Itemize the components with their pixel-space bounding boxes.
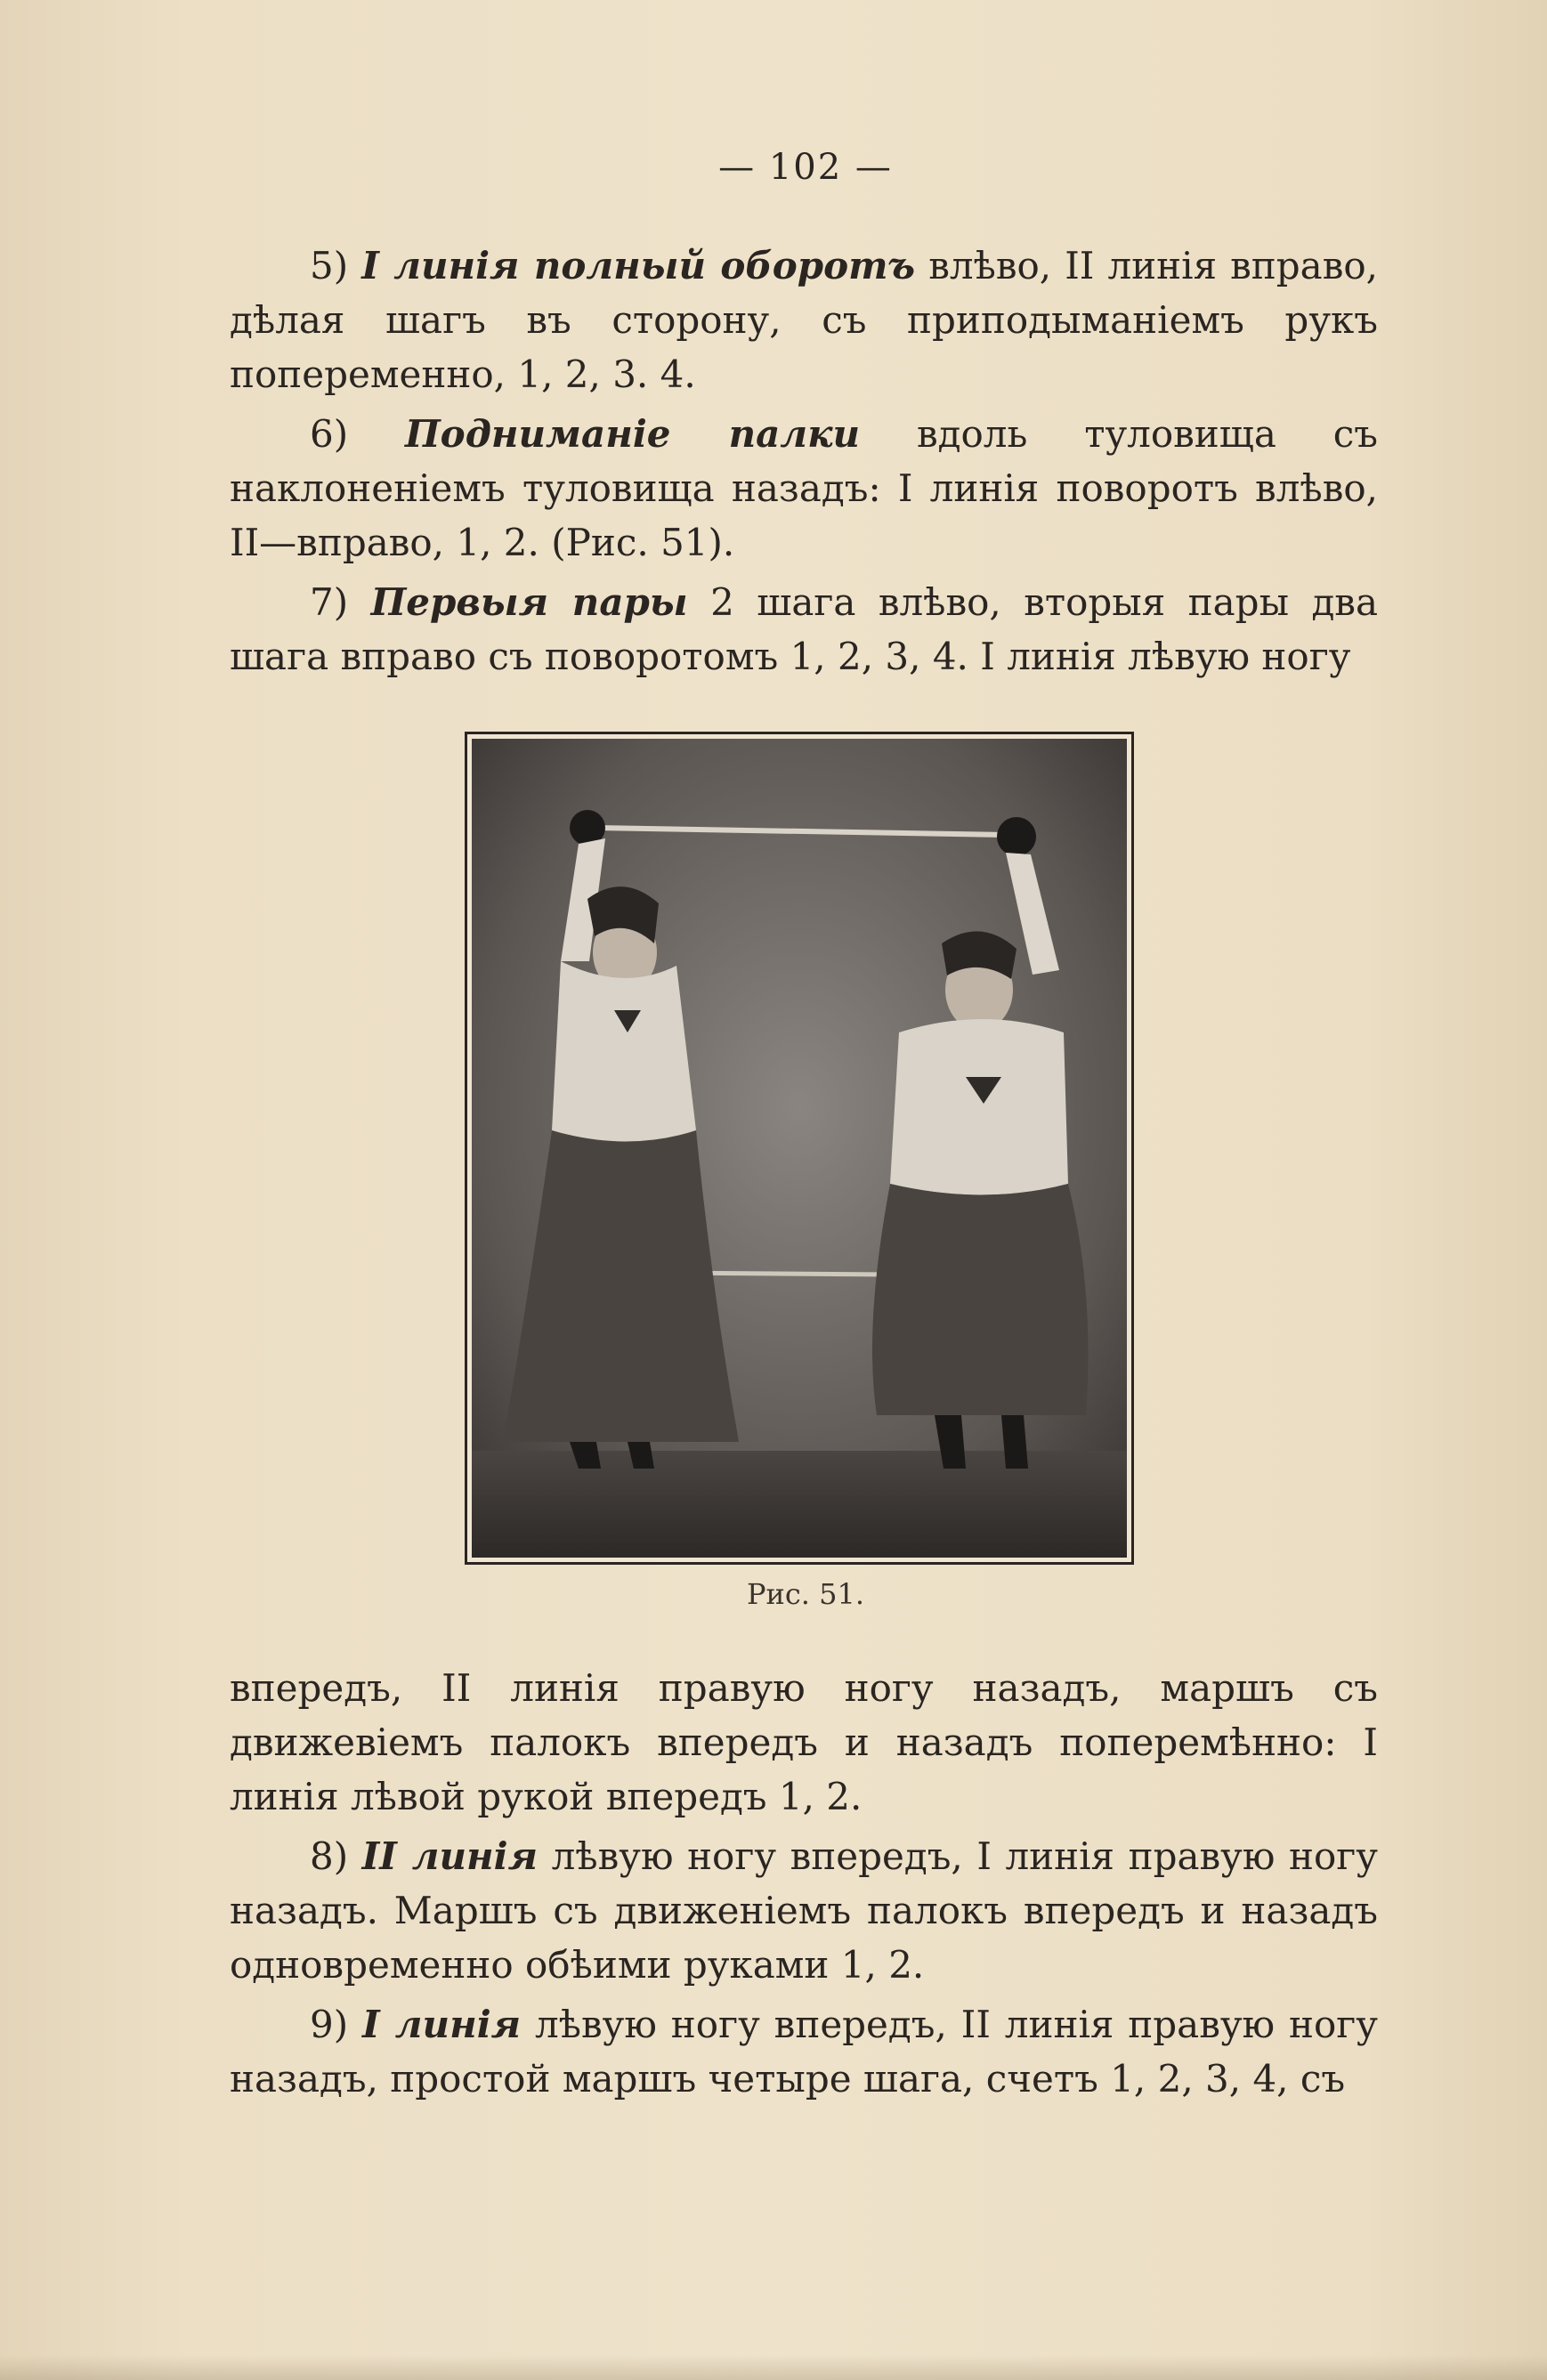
paragraph-emphasis: Подниманіе палки [405, 412, 861, 456]
paragraph-text: 2 шага влѣво, вторыя пары два шага вправо съ поворотомъ 1, 2, 3, 4. I линія лѣвую ногу [230, 580, 1378, 678]
photo-floor [472, 1451, 1127, 1558]
paragraph-number: 9) [310, 2003, 349, 2046]
paragraph-7 [230, 575, 1378, 684]
paragraph-text: впередъ, II линія правую ногу назадъ, маршъ съ движевіемъ палокъ впередъ и назадъ поперемѣнно: I линія лѣвой рукой впередъ 1, 2. [230, 1666, 1378, 1818]
paragraph-text: влѣво, II линія вправо, дѣлая шагъ въ сторону, съ приподыманіемъ рукъ попеременно, 1, 2, 3. 4. [230, 244, 1378, 396]
paragraph-number: 7) [310, 580, 349, 624]
paragraph-emphasis: Первыя пары [370, 580, 688, 624]
paragraph-6 [230, 407, 1378, 570]
paragraph-emphasis: I линія полный оборотъ [361, 244, 916, 287]
paragraph-5 [230, 239, 1378, 401]
page-number: — 102 — [718, 147, 893, 188]
figure-photo-frame [465, 732, 1134, 1565]
text-block-bottom [230, 1661, 1378, 2106]
paragraph-9 [230, 1997, 1378, 2106]
paragraph-continuation [230, 1661, 1378, 1824]
text-block-top [230, 239, 1378, 684]
photo-illustration [472, 739, 1127, 1558]
paragraph-number: 6) [310, 412, 349, 456]
paragraph-emphasis: II линія [361, 1834, 539, 1878]
page-bottom-shadow [0, 2355, 1547, 2380]
paragraph-8 [230, 1829, 1378, 1992]
dumbbell-right [997, 817, 1036, 856]
paragraph-text: лѣвую ногу впередъ, II линія правую ногу назадъ, простой маршъ четыре шага, счетъ 1, 2, 3, 4, съ [230, 2003, 1378, 2101]
figure-caption: Рис. 51. [746, 1577, 864, 1611]
paragraph-text: вдоль туловища съ наклоненіемъ туловища назадъ: I линія поворотъ влѣво, II—вправо, 1, 2. (Рис. 51). [230, 412, 1378, 564]
paragraph-number: 5) [310, 244, 349, 287]
paragraph-number: 8) [310, 1834, 349, 1878]
paragraph-emphasis: I линія [362, 2003, 522, 2046]
paragraph-text: лѣвую ногу впередъ, I линія правую ногу назадъ. Маршъ съ движеніемъ палокъ впередъ и назадъ одновременно обѣими руками 1, 2. [230, 1834, 1378, 1987]
